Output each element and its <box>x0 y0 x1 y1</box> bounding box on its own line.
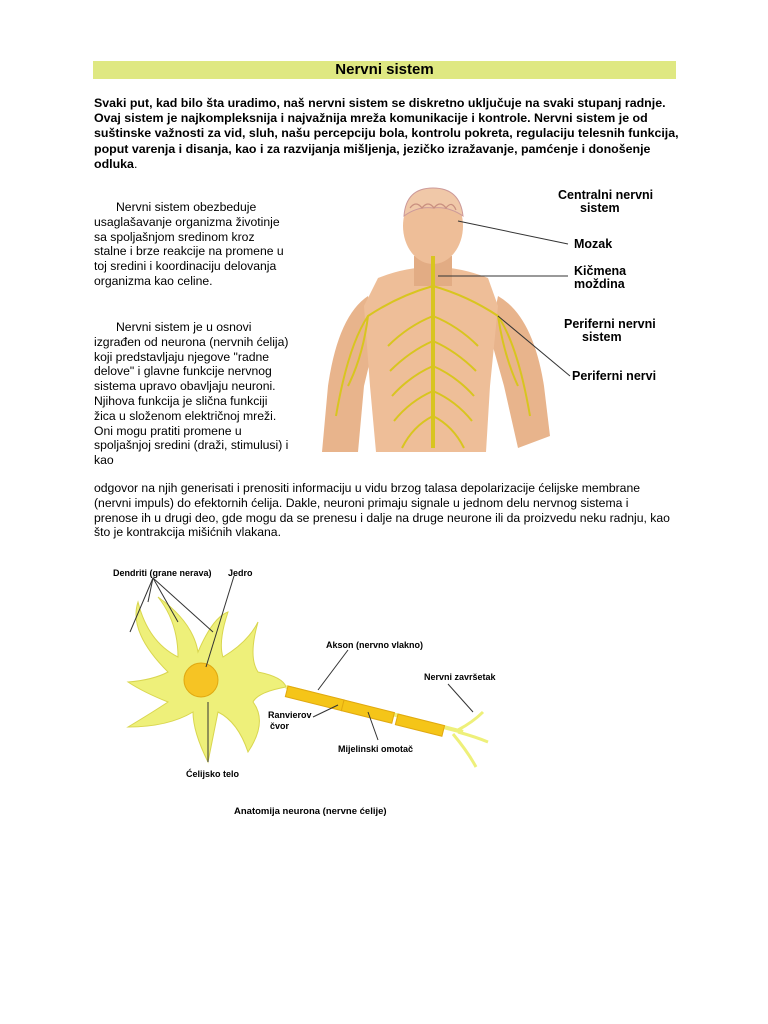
label-nucleus: Jedro <box>228 568 253 578</box>
label-cns-2: sistem <box>580 201 620 215</box>
label-ranvier-1: Ranvierov <box>268 710 312 720</box>
label-pns-1: Periferni nervni <box>564 317 656 331</box>
label-spine-2: moždina <box>574 277 625 291</box>
paragraph-2-continued: odgovor na njih generisati i prenositi informaciju u vidu brzog talasa depolarizacije ćelijske membrane (nervni impuls) do efektornih ćelija. Dakle, neuroni primaju signale u jednom delu nervnog sistema i prenose ih u drugi deo, gde mogu da se prenesu i dalje na druge neurone ili da proizvedu neku radnju, kao što je kontrakcija mišićnih vlakana. <box>94 481 670 540</box>
label-cns-1: Centralni nervni <box>558 188 654 202</box>
neuron-nucleus <box>184 663 218 697</box>
intro-text: Svaki put, kad bilo šta uradimo, naš nervni sistem se diskretno uključuje na svaki stupanj radnje. Ovaj sistem je najkompleksnija i najvažnija mreža komunikacije i kontrole. Nervni sistem je od suštinske važnosti za vid, sluh, našu percepciju bola, kontrolu pokreta, regulaciju telesnih funkcija, poput varenja i disanja, kao i za razvijanja mišljenja, jezičko izražavanje, pamćenje i donošenje odluka <box>94 96 679 171</box>
axon-terminal <box>453 712 488 767</box>
intro-end: . <box>133 156 138 171</box>
paragraph-2-text: Nervni sistem je u osnovi izgrađen od neurona (nervnih ćelija) koji predstavljaju njegove "radne delove" i glavne funkcije nervnog sistema upravo obavljaju neuroni. Njihova funkcija je slična funkciji žica u složenom električnoj mreži. Oni mogu pratiti promene u spoljašnjoj sredini (draži, stimulusi) i kao <box>94 320 289 468</box>
label-pns-2: sistem <box>582 330 622 344</box>
label-terminal: Nervni završetak <box>424 672 496 682</box>
neuron-figure <box>108 562 508 822</box>
body-silhouette <box>322 188 550 452</box>
label-ranvier-2: čvor <box>270 721 290 731</box>
label-brain: Mozak <box>574 237 613 251</box>
label-cell-body: Ćelijsko telo <box>186 769 240 779</box>
page-title: Nervni sistem <box>93 61 676 79</box>
body-nervous-system-figure <box>318 186 680 452</box>
label-dendrites: Dendriti (grane nerava) <box>113 568 212 578</box>
paragraph-1 <box>94 200 290 289</box>
label-nerves: Periferni nervi <box>572 369 657 383</box>
label-spine-1: Kičmena <box>574 264 627 278</box>
label-axon: Akson (nervno vlakno) <box>326 640 424 650</box>
paragraph-2 <box>94 320 290 468</box>
paragraph-1-text: Nervni sistem obezbeduje usaglašavanje organizma životinje sa spoljašnjom sredinom kroz stalne i brze reakcije na promene u toj sredini i koordinaciju delovanja organizma kao celine. <box>94 200 284 288</box>
label-myelin: Mijelinski omotač <box>338 744 414 754</box>
neuron-caption: Anatomija neurona (nervne ćelije) <box>234 806 387 817</box>
intro-paragraph <box>94 96 684 172</box>
